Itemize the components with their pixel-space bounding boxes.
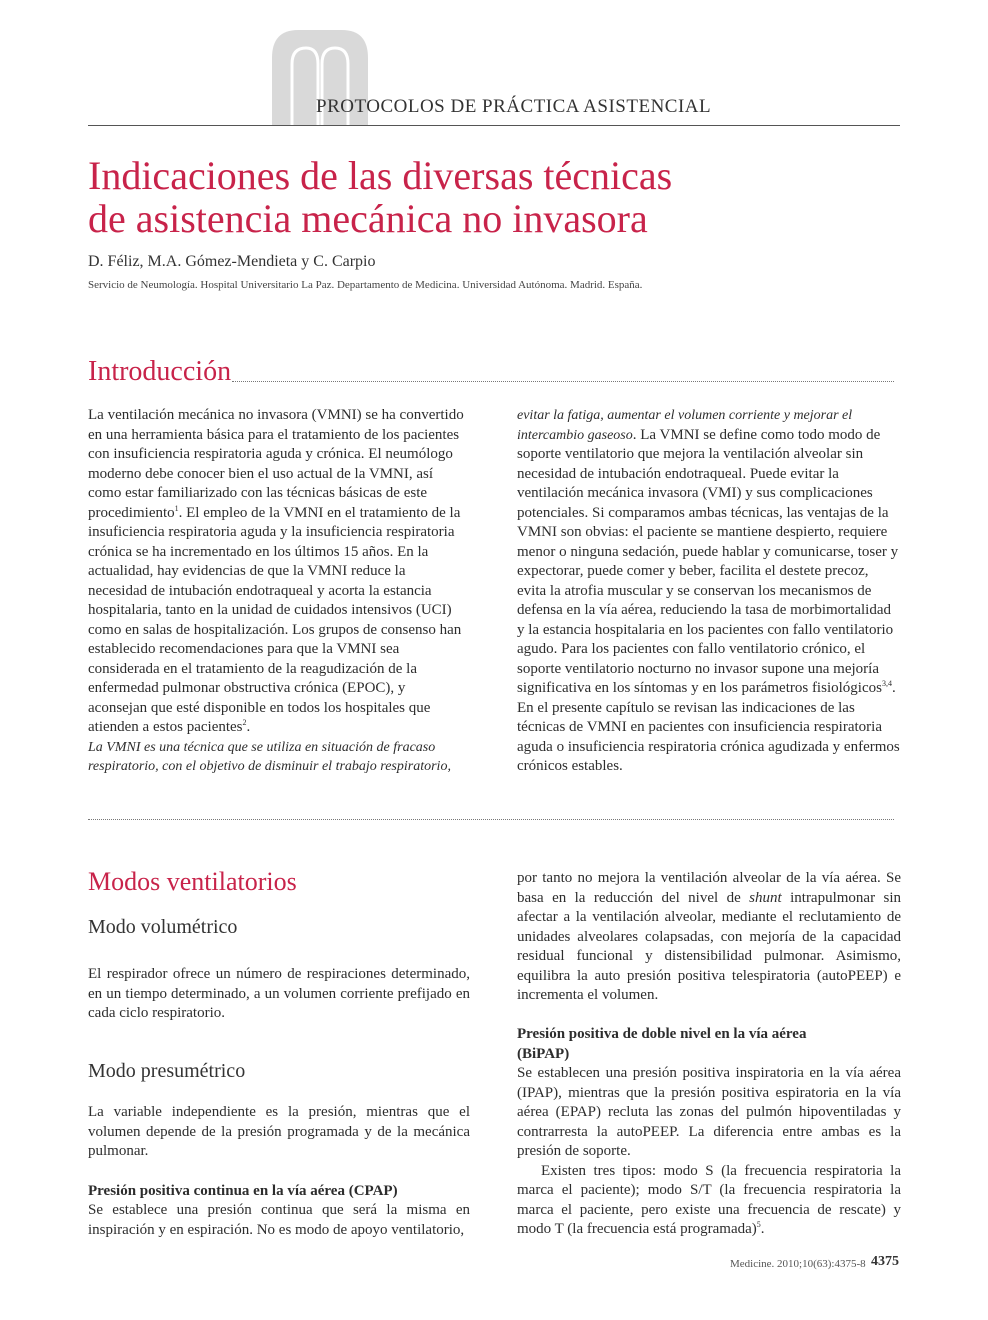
intro-left-column [88, 406, 468, 777]
article-title [88, 154, 888, 240]
tipos-text: Existen tres tipos: modo S (la frecuencia respiratoria la marca el paciente); modo S/T (la frecuencia respiratoria la marca el paciente, pero existe una frecuencia de rescate) y modo T (la frecuencia está programada)$^5$. [517, 1162, 901, 1237]
title-line-2: de asistencia mecánica no invasora [88, 196, 648, 241]
cpap-text-left-block [88, 1201, 470, 1240]
intro-right-column [517, 406, 901, 777]
header-rule [88, 125, 900, 126]
intro-heading-dots [232, 381, 894, 382]
section-label: PROTOCOLOS DE PRÁCTICA ASISTENCIAL [316, 96, 712, 117]
intro-paragraph-2: evitar la fatiga, aumentar el volumen corriente y mejorar el intercambio gaseoso. La VMNI se define como todo modo de soporte ventilatorio que mejora la ventilación alveolar sin necesidad de intubación endotraqueal. Puede evitar la ventilación mecánica invasora (VMI) y sus complicaciones potenciales. Si comparamos ambas técnicas, las ventajas de la VMNI son obvias: el paciente se mantiene despierto, requiere menor o ninguna sedación, puede hablar y comunicarse, toser y expectorar, puede comer y beber, facilita el destete precoz, evita la atrofia muscular y se conservan los mecanismos de defensa en la vía aérea, reduciendo la tasa de morbimortalidad y la estancia hospitalaria en los pacientes con fallo ventilatorio agudo. Para los pacientes con fallo ventilatorio crónico, el soporte ventilatorio nocturno no invasor supone una mejoría significativa en los síntomas y en los parámetros fisiológicos$^{3,4}$. [517, 408, 899, 696]
modos-heading: Modos ventilatorios [88, 867, 297, 896]
bipap-text-block [517, 1064, 901, 1240]
volumetrico-text: El respirador ofrece un número de respiraciones determinado, en un tiempo determinado, a un volumen corriente prefijado en cada ciclo respiratorio. [88, 966, 470, 1021]
volumetrico-text-block [88, 965, 470, 1024]
intro-end-dots [88, 819, 894, 820]
title-line-1: Indicaciones de las diversas técnicas [88, 153, 673, 198]
affiliation: Servicio de Neumología. Hospital Universitario La Paz. Departamento de Medicina. Universidad Autónoma. Madrid. España. [88, 279, 643, 291]
authors: D. Féliz, M.A. Gómez-Mendieta y C. Carpio [88, 253, 376, 270]
cpap-text-left: Se establece una presión continua que será la misma en inspiración y en espiración. No es modo de apoyo ventilatorio, [88, 1202, 470, 1238]
cpap-heading: Presión positiva continua en la vía aérea (CPAP) [88, 1183, 398, 1199]
bipap-text: Se establecen una presión positiva inspiratoria en la vía aérea (IPAP), mientras que la presión positiva espiratoria en la vía aérea (EPAP) recluta las zonas del pulmón hipoventiladas y contrarresta la autoPEEP. La diferencia entre ambas es la presión de soporte. [517, 1065, 901, 1159]
cpap-text-right: por tanto no mejora la ventilación alveolar de la vía aérea. Se basa en la reducción del nivel de shunt intrapulmonar sin afectar a la ventilación alveolar, mediante el reclutamiento de unidades alveolares colapsadas, con mejoría de la capacidad residual funcional y distensibilidad pulmonar. Asimismo, equilibra la auto presión positiva telespiratoria (autoPEEP) e incrementa el volumen. [517, 870, 902, 1003]
presumetrico-text-block [88, 1103, 470, 1162]
presumetrico-text: La variable independiente es la presión, mientras que el volumen depende de la presión programada y de la mecánica pulmonar. [88, 1104, 470, 1159]
intro-paragraph-3: En el presente capítulo se revisan las indicaciones de las técnicas de VMNI en pacientes con insuficiencia respiratoria aguda o insuficiencia respiratoria crónica agudizada y enfermos crónicos estables. [517, 699, 900, 774]
bipap-heading: Presión positiva de doble nivel en la vía aérea (BiPAP) [517, 1026, 807, 1062]
page-number: 4375 [871, 1254, 899, 1269]
intro-paragraph-1: La ventilación mecánica no invasora (VMNI) se ha convertido en una herramienta básica para el tratamiento de los pacientes con insuficiencia respiratoria aguda y crónica. El neumólogo moderno debe conocer bien el uso actual de la VMNI, así como estar familiarizado con las técnicas básicas de este procedimiento$^1$. El empleo de la VMNI en el tratamiento de la insuficiencia respiratoria aguda y la insuficiencia respiratoria crónica se ha incrementado en los últimos 15 años. En la actualidad, hay evidencias de que la VMNI reduce la necesidad de intubación endotraqueal y acorta la estancia hospitalaria, tanto en la unidad de cuidados intensivos (UCI) como en salas de hospitalización. Los grupos de consenso han establecido recomendaciones para que la VMNI sea considerada en el tratamiento de la reagudización de la enfermedad pulmonar obstructiva crónica (EPOC), y aconsejan que esté disponible en todos los hospitales que atienden a estos pacientes$^2$. [88, 407, 464, 735]
intro-italic-lead: La VMNI es una técnica que se utiliza en situación de fracaso respiratorio, con el objetivo de disminuir el trabajo respiratorio, [88, 739, 451, 774]
volumetrico-heading: Modo volumétrico [88, 916, 238, 938]
cpap-text-right-block [517, 869, 901, 1006]
presumetrico-heading: Modo presumétrico [88, 1060, 246, 1082]
intro-heading: Introducción [88, 356, 232, 387]
footer-citation: Medicine. 2010;10(63):4375-8 [730, 1258, 866, 1270]
